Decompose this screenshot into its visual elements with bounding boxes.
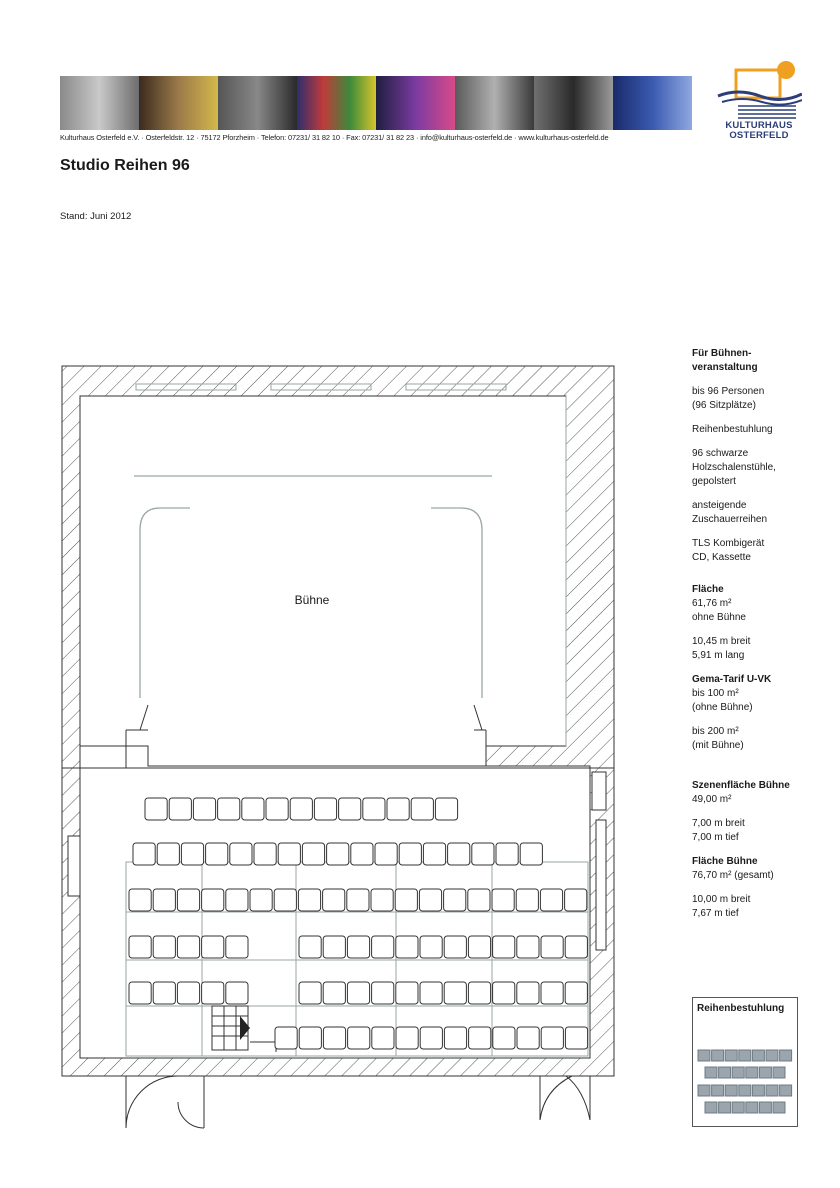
info-stage-value: 76,70 m² (gesamt) xyxy=(692,870,774,881)
seating-area xyxy=(129,798,588,1049)
seat xyxy=(299,936,321,958)
seat xyxy=(266,798,288,820)
seat xyxy=(153,936,175,958)
legend-seat xyxy=(698,1085,710,1096)
logo-line-2: OSTERFELD xyxy=(729,130,789,141)
seat xyxy=(435,798,457,820)
info-dimensions xyxy=(692,635,827,663)
legend-seat xyxy=(705,1067,717,1078)
legend-title: Reihenbestuhlung xyxy=(697,1003,785,1014)
seat xyxy=(468,982,490,1004)
legend-seat xyxy=(752,1085,764,1096)
legend-seat xyxy=(712,1050,724,1061)
seat xyxy=(314,798,336,820)
seat xyxy=(351,843,373,865)
info-gema-line-2: (ohne Bühne) xyxy=(692,702,753,713)
seat xyxy=(363,798,385,820)
info-area-heading: Fläche xyxy=(692,584,724,595)
info-chairs xyxy=(692,447,827,489)
seat xyxy=(226,889,248,911)
seat xyxy=(541,936,563,958)
seat xyxy=(493,982,515,1004)
info-capacity xyxy=(692,385,827,413)
legend-seat xyxy=(766,1085,778,1096)
info-rows xyxy=(692,499,827,527)
info-scene-heading: Szenenfläche Bühne xyxy=(692,780,790,791)
seat xyxy=(226,936,248,958)
page-title: Studio Reihen 96 xyxy=(60,157,190,174)
legend-seat xyxy=(712,1085,724,1096)
seat xyxy=(347,982,369,1004)
info-length: 5,91 m lang xyxy=(692,650,745,661)
legend-seat xyxy=(746,1067,758,1078)
info-heading xyxy=(692,347,827,375)
seat xyxy=(250,889,272,911)
legend-seat xyxy=(752,1050,764,1061)
info-stage-depth: 7,67 m tief xyxy=(692,908,739,919)
seat xyxy=(226,982,248,1004)
info-gema-2 xyxy=(692,725,827,753)
seat xyxy=(254,843,276,865)
seat xyxy=(177,889,199,911)
info-stage-heading: Fläche Bühne xyxy=(692,856,758,867)
seat xyxy=(496,843,518,865)
seat xyxy=(278,843,300,865)
seat xyxy=(492,889,514,911)
seat xyxy=(517,1027,539,1049)
seat xyxy=(157,843,179,865)
info-gema-line-1: bis 100 m² xyxy=(692,688,739,699)
info-heading-line-2: veranstaltung xyxy=(692,362,758,373)
legend-seat xyxy=(732,1102,744,1113)
legend-seat xyxy=(732,1067,744,1078)
seat xyxy=(302,843,324,865)
seat xyxy=(444,936,466,958)
info-heading-line-1: Für Bühnen- xyxy=(692,348,752,359)
info-chairs-line-1: 96 schwarze xyxy=(692,448,749,459)
legend-seat xyxy=(766,1050,778,1061)
seat xyxy=(517,936,539,958)
seat xyxy=(444,1027,466,1049)
info-gema-line-4: (mit Bühne) xyxy=(692,740,744,751)
seat xyxy=(181,843,203,865)
info-width: 10,45 m breit xyxy=(692,636,751,647)
header-photo-banner xyxy=(60,76,692,130)
info-stage xyxy=(692,855,827,883)
stage-outline xyxy=(80,396,566,766)
info-seats: (96 Sitzplätze) xyxy=(692,400,756,411)
seat xyxy=(520,843,542,865)
seat xyxy=(323,889,345,911)
seat xyxy=(153,889,175,911)
legend-seat xyxy=(705,1102,717,1113)
seat xyxy=(420,936,442,958)
seat xyxy=(444,982,466,1004)
seat xyxy=(396,1027,418,1049)
seat xyxy=(274,889,296,911)
seat xyxy=(129,889,151,911)
stage-label: Bühne xyxy=(294,593,330,607)
info-seating: Reihenbestuhlung xyxy=(692,424,773,435)
legend-seat xyxy=(773,1102,785,1113)
seat xyxy=(348,1027,370,1049)
seat xyxy=(347,936,369,958)
seat xyxy=(298,889,320,911)
info-scene-width: 7,00 m breit xyxy=(692,818,745,829)
info-rows-line-1: ansteigende xyxy=(692,500,747,511)
seat xyxy=(145,798,167,820)
seating-legend xyxy=(692,997,798,1127)
seat xyxy=(242,798,264,820)
seat xyxy=(541,1027,563,1049)
info-chairs-line-2: Holzschalenstühle, xyxy=(692,462,776,473)
legend-seat xyxy=(773,1067,785,1078)
info-scene-value: 49,00 m² xyxy=(692,794,732,805)
info-tech xyxy=(692,537,827,565)
seat xyxy=(387,798,409,820)
legend-seat xyxy=(746,1102,758,1113)
seat xyxy=(129,936,151,958)
seat xyxy=(517,982,539,1004)
info-gema xyxy=(692,673,827,715)
seat xyxy=(153,982,175,1004)
seat xyxy=(339,798,361,820)
seat xyxy=(516,889,538,911)
seat xyxy=(323,982,345,1004)
seat xyxy=(420,1027,442,1049)
legend-seat xyxy=(739,1050,751,1061)
seat xyxy=(169,798,191,820)
seat xyxy=(206,843,228,865)
seat xyxy=(444,889,466,911)
seat xyxy=(372,982,394,1004)
seat xyxy=(395,889,417,911)
legend-seat xyxy=(725,1085,737,1096)
info-stage-width: 10,00 m breit xyxy=(692,894,751,905)
seat xyxy=(375,843,397,865)
legend-seat xyxy=(759,1102,771,1113)
seat xyxy=(193,798,215,820)
seat xyxy=(230,843,252,865)
seat xyxy=(423,843,445,865)
seat xyxy=(372,1027,394,1049)
seat xyxy=(290,798,312,820)
info-persons: bis 96 Personen xyxy=(692,386,765,397)
seat xyxy=(468,889,490,911)
seat xyxy=(493,936,515,958)
info-tech-line-1: TLS Kombigerät xyxy=(692,538,765,549)
logo-line-1: KULTURHAUS xyxy=(725,120,793,131)
venue-info xyxy=(692,347,827,931)
legend-seat-grid xyxy=(693,998,799,1128)
legend-seat xyxy=(759,1067,771,1078)
seat xyxy=(323,1027,345,1049)
legend-seat xyxy=(739,1085,751,1096)
seat xyxy=(468,936,490,958)
legend-seat xyxy=(698,1050,710,1061)
seat xyxy=(299,1027,321,1049)
info-scene-dims xyxy=(692,817,827,845)
seat xyxy=(493,1027,515,1049)
seat xyxy=(372,936,394,958)
seat xyxy=(472,843,494,865)
seat xyxy=(540,889,562,911)
legend-seat xyxy=(780,1050,792,1061)
seat xyxy=(371,889,393,911)
info-area xyxy=(692,583,827,625)
seat xyxy=(565,889,587,911)
stand-date: Stand: Juni 2012 xyxy=(60,211,132,222)
seat xyxy=(399,843,421,865)
seat xyxy=(327,843,349,865)
seat xyxy=(469,1027,491,1049)
entrance-doors xyxy=(126,1076,590,1128)
seat xyxy=(177,982,199,1004)
contact-line: Kulturhaus Osterfeld e.V. · Osterfeldstr. 12 · 75172 Pforzheim · Telefon: 07231/ 31 82 10 · Fax: 07231/ 31 82 23 · info@kulturhaus-osterfeld.de · www.kulturhaus-osterfeld.de xyxy=(60,133,609,142)
seat xyxy=(448,843,470,865)
seat xyxy=(541,982,563,1004)
seat xyxy=(275,1027,297,1049)
seat xyxy=(396,982,418,1004)
seat xyxy=(347,889,369,911)
legend-seat xyxy=(719,1102,731,1113)
seat xyxy=(133,843,155,865)
seat xyxy=(129,982,151,1004)
seat xyxy=(419,889,441,911)
info-gema-heading: Gema-Tarif U-VK xyxy=(692,674,772,685)
seat xyxy=(411,798,433,820)
legend-seat xyxy=(780,1085,792,1096)
legend-seat xyxy=(719,1067,731,1078)
seat xyxy=(218,798,240,820)
info-tech-line-2: CD, Kassette xyxy=(692,552,751,563)
seat xyxy=(565,1027,587,1049)
info-stage-dims xyxy=(692,893,827,921)
info-scene-depth: 7,00 m tief xyxy=(692,832,739,843)
seat xyxy=(396,936,418,958)
seat xyxy=(202,889,224,911)
info-area-value: 61,76 m² xyxy=(692,598,732,609)
legend-seat xyxy=(725,1050,737,1061)
seat xyxy=(420,982,442,1004)
seat xyxy=(202,936,224,958)
logo-wordmark xyxy=(716,121,802,141)
info-gema-line-3: bis 200 m² xyxy=(692,726,739,737)
info-chairs-line-3: gepolstert xyxy=(692,476,736,487)
seat xyxy=(565,936,587,958)
seat xyxy=(565,982,587,1004)
info-scene xyxy=(692,779,827,807)
info-rows-line-2: Zuschauerreihen xyxy=(692,514,768,525)
info-area-note: ohne Bühne xyxy=(692,612,746,623)
seat xyxy=(299,982,321,1004)
seat xyxy=(177,936,199,958)
seat xyxy=(323,936,345,958)
floor-plan xyxy=(56,360,626,1140)
seat xyxy=(202,982,224,1004)
